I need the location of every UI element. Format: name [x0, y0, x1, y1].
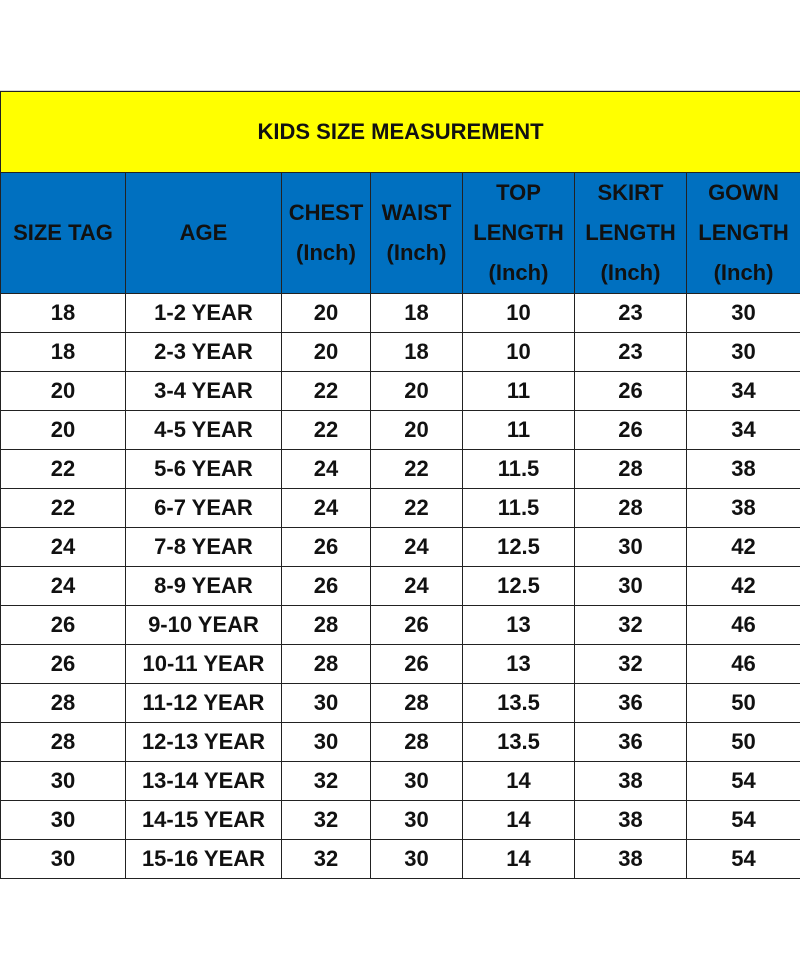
- cell-chest: 20: [282, 294, 371, 333]
- cell-gown-length: 38: [687, 489, 800, 528]
- cell-size-tag: 18: [1, 294, 126, 333]
- cell-skirt-length: 26: [575, 411, 687, 450]
- table-row: [1, 450, 800, 489]
- cell-chest: 28: [282, 645, 371, 684]
- cell-gown-length: 42: [687, 567, 800, 606]
- cell-age: 2-3 YEAR: [126, 333, 282, 372]
- table-row: [1, 801, 800, 840]
- cell-chest: 28: [282, 606, 371, 645]
- cell-age: 12-13 YEAR: [126, 723, 282, 762]
- column-header-line: WAIST: [381, 200, 452, 225]
- cell-skirt-length: 30: [575, 528, 687, 567]
- table-row: [1, 762, 800, 801]
- cell-gown-length: 38: [687, 450, 800, 489]
- table-row: [1, 372, 800, 411]
- cell-age: 3-4 YEAR: [126, 372, 282, 411]
- cell-skirt-length: 32: [575, 606, 687, 645]
- cell-waist: 20: [371, 411, 463, 450]
- cell-age: 14-15 YEAR: [126, 801, 282, 840]
- cell-top-length: 12.5: [463, 567, 575, 606]
- column-header-line: (Inch): [713, 260, 774, 285]
- cell-top-length: 13: [463, 645, 575, 684]
- cell-waist: 22: [371, 450, 463, 489]
- cell-size-tag: 26: [1, 606, 126, 645]
- cell-waist: 22: [371, 489, 463, 528]
- column-header-chest: [282, 173, 371, 294]
- column-header-line: (Inch): [600, 260, 661, 285]
- cell-size-tag: 24: [1, 528, 126, 567]
- cell-size-tag: 30: [1, 840, 126, 879]
- cell-size-tag: 28: [1, 723, 126, 762]
- cell-waist: 30: [371, 762, 463, 801]
- cell-chest: 30: [282, 684, 371, 723]
- cell-size-tag: 28: [1, 684, 126, 723]
- column-header-line: AGE: [179, 220, 228, 245]
- column-header-gown-length: [687, 173, 800, 294]
- cell-age: 10-11 YEAR: [126, 645, 282, 684]
- cell-chest: 32: [282, 801, 371, 840]
- table-row: [1, 411, 800, 450]
- cell-skirt-length: 30: [575, 567, 687, 606]
- cell-age: 8-9 YEAR: [126, 567, 282, 606]
- cell-age: 11-12 YEAR: [126, 684, 282, 723]
- cell-chest: 24: [282, 489, 371, 528]
- column-header-size-tag: [1, 173, 126, 294]
- cell-waist: 26: [371, 645, 463, 684]
- cell-age: 5-6 YEAR: [126, 450, 282, 489]
- header-row: [1, 173, 800, 294]
- cell-waist: 28: [371, 723, 463, 762]
- column-header-line: TOP: [496, 180, 541, 205]
- cell-top-length: 11: [463, 372, 575, 411]
- cell-skirt-length: 23: [575, 294, 687, 333]
- column-header-skirt-length: [575, 173, 687, 294]
- cell-age: 1-2 YEAR: [126, 294, 282, 333]
- cell-top-length: 14: [463, 840, 575, 879]
- cell-skirt-length: 32: [575, 645, 687, 684]
- table-row: [1, 528, 800, 567]
- cell-gown-length: 46: [687, 606, 800, 645]
- cell-chest: 26: [282, 528, 371, 567]
- cell-top-length: 13: [463, 606, 575, 645]
- column-header-top-length: [463, 173, 575, 294]
- cell-size-tag: 20: [1, 411, 126, 450]
- column-header-line: (Inch): [386, 240, 447, 265]
- cell-gown-length: 34: [687, 411, 800, 450]
- cell-top-length: 14: [463, 801, 575, 840]
- cell-age: 13-14 YEAR: [126, 762, 282, 801]
- cell-gown-length: 54: [687, 840, 800, 879]
- cell-size-tag: 26: [1, 645, 126, 684]
- cell-age: 7-8 YEAR: [126, 528, 282, 567]
- cell-skirt-length: 38: [575, 762, 687, 801]
- cell-gown-length: 54: [687, 762, 800, 801]
- size-table: [0, 91, 800, 879]
- cell-skirt-length: 23: [575, 333, 687, 372]
- cell-top-length: 11: [463, 411, 575, 450]
- cell-top-length: 10: [463, 294, 575, 333]
- cell-gown-length: 30: [687, 333, 800, 372]
- column-header-waist: [371, 173, 463, 294]
- table-row: [1, 840, 800, 879]
- cell-gown-length: 50: [687, 684, 800, 723]
- cell-size-tag: 18: [1, 333, 126, 372]
- table-row: [1, 294, 800, 333]
- cell-gown-length: 54: [687, 801, 800, 840]
- cell-size-tag: 22: [1, 450, 126, 489]
- cell-gown-length: 42: [687, 528, 800, 567]
- cell-skirt-length: 36: [575, 684, 687, 723]
- cell-size-tag: 22: [1, 489, 126, 528]
- column-header-line: LENGTH: [473, 220, 564, 245]
- cell-gown-length: 50: [687, 723, 800, 762]
- cell-chest: 22: [282, 372, 371, 411]
- cell-skirt-length: 38: [575, 801, 687, 840]
- cell-top-length: 13.5: [463, 723, 575, 762]
- size-chart-sheet: [0, 90, 800, 879]
- table-row: [1, 567, 800, 606]
- cell-size-tag: 20: [1, 372, 126, 411]
- cell-chest: 22: [282, 411, 371, 450]
- cell-top-length: 12.5: [463, 528, 575, 567]
- cell-chest: 20: [282, 333, 371, 372]
- cell-top-length: 11.5: [463, 450, 575, 489]
- column-header-line: CHEST: [288, 200, 364, 225]
- cell-chest: 32: [282, 840, 371, 879]
- cell-age: 6-7 YEAR: [126, 489, 282, 528]
- cell-skirt-length: 26: [575, 372, 687, 411]
- cell-age: 15-16 YEAR: [126, 840, 282, 879]
- cell-size-tag: 24: [1, 567, 126, 606]
- cell-waist: 24: [371, 528, 463, 567]
- table-row: [1, 723, 800, 762]
- cell-age: 9-10 YEAR: [126, 606, 282, 645]
- cell-skirt-length: 36: [575, 723, 687, 762]
- table-row: [1, 645, 800, 684]
- table-row: [1, 606, 800, 645]
- cell-chest: 26: [282, 567, 371, 606]
- cell-gown-length: 30: [687, 294, 800, 333]
- cell-waist: 30: [371, 840, 463, 879]
- cell-waist: 20: [371, 372, 463, 411]
- column-header-line: SIZE TAG: [13, 220, 113, 245]
- cell-waist: 30: [371, 801, 463, 840]
- cell-waist: 26: [371, 606, 463, 645]
- column-header-line: SKIRT: [597, 180, 664, 205]
- column-header-line: (Inch): [296, 240, 356, 265]
- cell-gown-length: 46: [687, 645, 800, 684]
- table-row: [1, 489, 800, 528]
- cell-top-length: 13.5: [463, 684, 575, 723]
- cell-chest: 32: [282, 762, 371, 801]
- cell-size-tag: 30: [1, 762, 126, 801]
- table-body: [1, 294, 800, 879]
- cell-age: 4-5 YEAR: [126, 411, 282, 450]
- table-title: KIDS SIZE MEASUREMENT: [1, 92, 800, 173]
- cell-skirt-length: 28: [575, 450, 687, 489]
- column-header-line: LENGTH: [698, 220, 789, 245]
- column-header-line: GOWN: [708, 180, 779, 205]
- cell-gown-length: 34: [687, 372, 800, 411]
- column-header-line: LENGTH: [585, 220, 676, 245]
- cell-skirt-length: 38: [575, 840, 687, 879]
- cell-top-length: 11.5: [463, 489, 575, 528]
- table-row: [1, 333, 800, 372]
- cell-size-tag: 30: [1, 801, 126, 840]
- cell-waist: 24: [371, 567, 463, 606]
- cell-waist: 18: [371, 333, 463, 372]
- column-header-line: (Inch): [488, 260, 549, 285]
- cell-chest: 24: [282, 450, 371, 489]
- table-row: [1, 684, 800, 723]
- column-header-age: [126, 173, 282, 294]
- cell-chest: 30: [282, 723, 371, 762]
- cell-top-length: 14: [463, 762, 575, 801]
- cell-skirt-length: 28: [575, 489, 687, 528]
- cell-waist: 18: [371, 294, 463, 333]
- cell-top-length: 10: [463, 333, 575, 372]
- cell-waist: 28: [371, 684, 463, 723]
